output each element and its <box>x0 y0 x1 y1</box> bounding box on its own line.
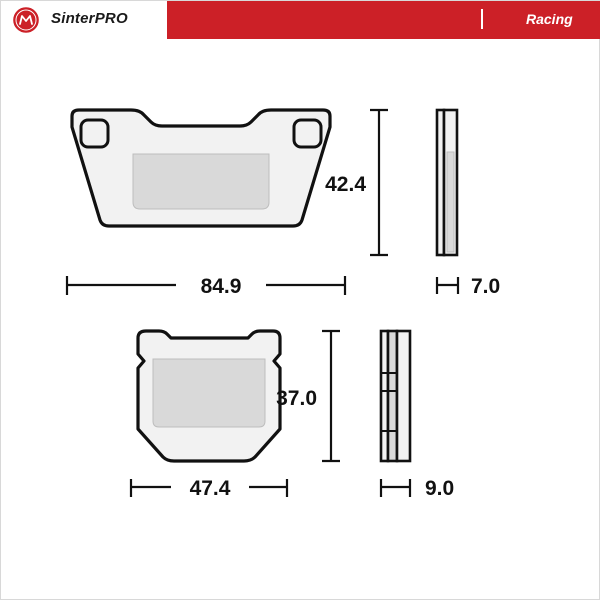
pad-a-side-view <box>437 110 457 255</box>
page-header <box>1 1 600 39</box>
dimension-pad-b-height <box>276 331 340 461</box>
dimension-pad-b-thickness <box>381 477 454 500</box>
dimension-pad-a-width <box>67 271 345 299</box>
dimension-value-42-4: 42.4 <box>325 173 366 196</box>
header-divider <box>481 9 483 29</box>
pad-a-front-view <box>72 110 330 226</box>
dimension-pad-a-thickness <box>437 275 500 298</box>
product-category-label: Racing <box>526 11 573 27</box>
dimension-value-9-0: 9.0 <box>425 477 455 500</box>
pad-b-front-view <box>138 331 280 461</box>
pad-b-side-view <box>381 331 410 461</box>
dimension-pad-a-height <box>325 110 388 255</box>
dimension-pad-b-width <box>131 473 287 501</box>
dimension-value-7-0: 7.0 <box>471 275 501 298</box>
mm-shield-logo-icon <box>11 5 41 35</box>
dimension-value-37-0: 37.0 <box>276 387 317 410</box>
technical-drawing <box>1 39 600 601</box>
dimension-value-47-4: 47.4 <box>189 477 231 500</box>
dimension-value-84-9: 84.9 <box>200 275 242 298</box>
brand-name: SinterPRO <box>51 10 128 27</box>
